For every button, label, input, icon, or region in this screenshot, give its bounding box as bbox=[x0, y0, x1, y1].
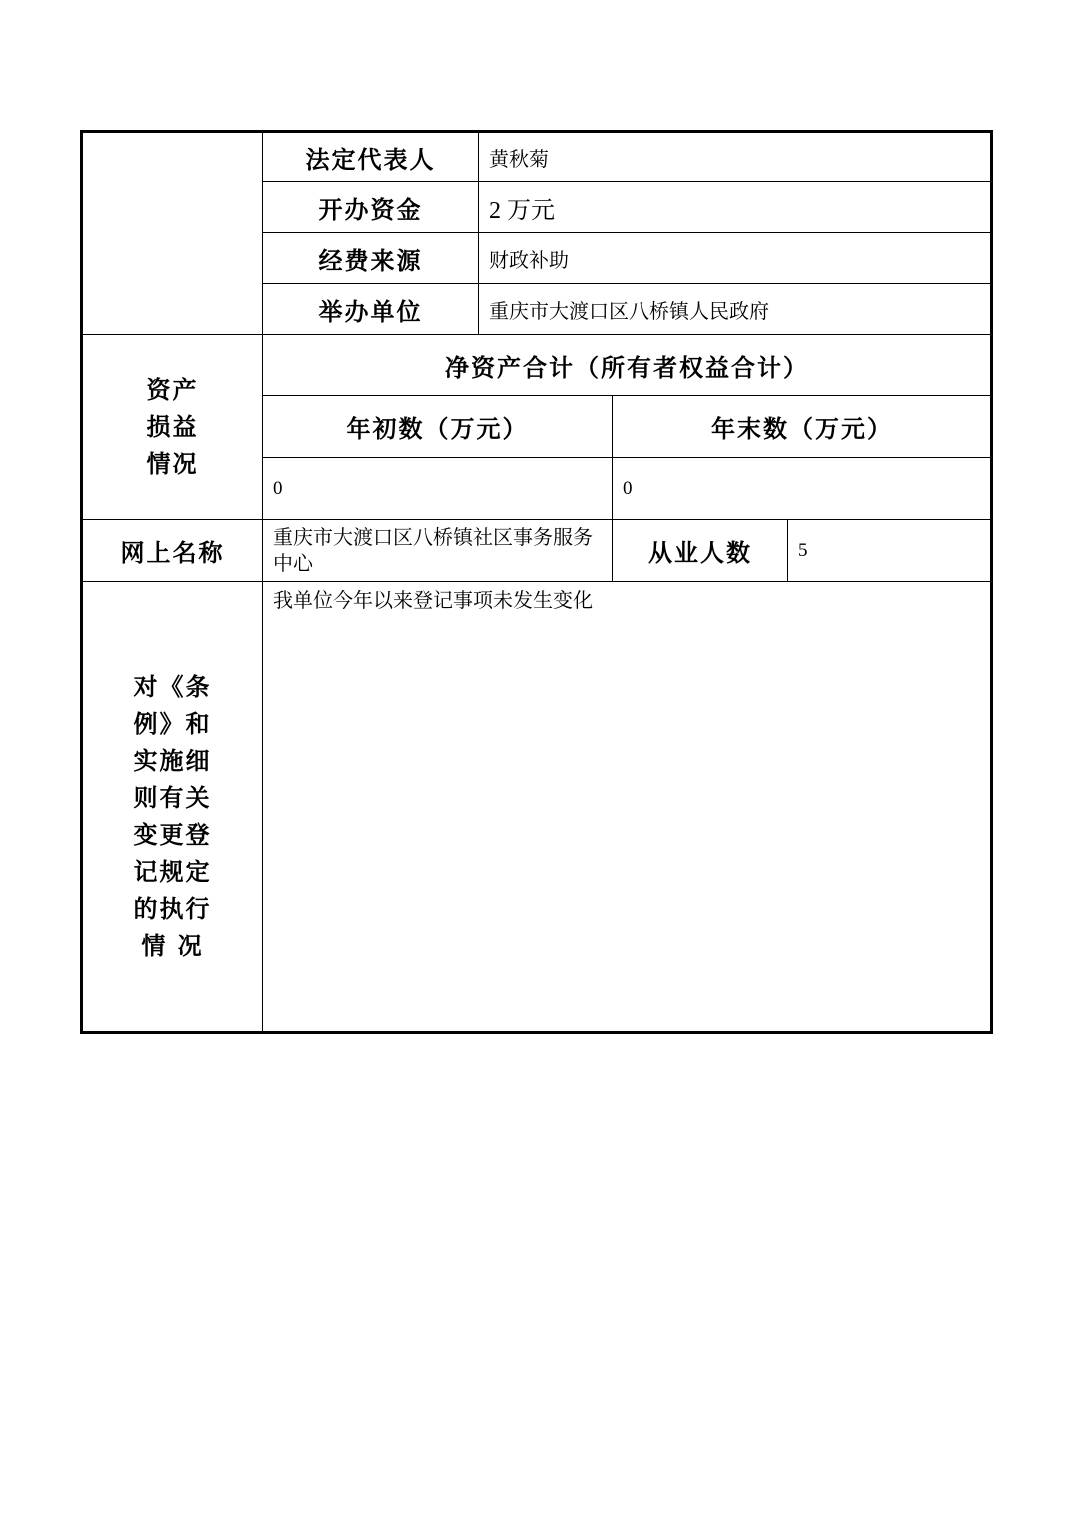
online-name-label: 网上名称 bbox=[120, 539, 225, 567]
sponsor-unit-value: 重庆市大渡口区八桥镇人民政府 bbox=[489, 300, 769, 323]
regulation-execution-value: 我单位今年以来登记事项未发生变化 bbox=[273, 590, 593, 612]
regulation-execution-label: 对《条 例》和 实施细 则有关 变更登 记规定 的执行 情 况 bbox=[133, 672, 212, 960]
employees-value: 5 bbox=[798, 539, 808, 561]
year-begin-value: 0 bbox=[273, 477, 283, 499]
employees-label: 从业人数 bbox=[648, 539, 752, 567]
capital-value: 2 万元 bbox=[489, 197, 555, 224]
year-begin-label: 年初数（万元） bbox=[346, 415, 529, 443]
assets-section-label: 资产 损益 情况 bbox=[146, 375, 199, 478]
registration-form-table bbox=[80, 130, 993, 1034]
legal-representative-value: 黄秋菊 bbox=[489, 148, 549, 171]
net-assets-header: 净资产合计（所有者权益合计） bbox=[445, 353, 809, 382]
year-end-value: 0 bbox=[623, 477, 633, 499]
funding-source-label: 经费来源 bbox=[318, 246, 423, 275]
online-name-value: 重庆市大渡口区八桥镇社区事务服务中心 bbox=[273, 526, 593, 575]
year-end-label: 年末数（万元） bbox=[711, 415, 893, 443]
funding-source-value: 财政补助 bbox=[489, 249, 569, 272]
capital-label: 开办资金 bbox=[318, 195, 423, 224]
sponsor-unit-label: 举办单位 bbox=[318, 297, 423, 326]
legal-representative-label: 法定代表人 bbox=[305, 145, 436, 174]
